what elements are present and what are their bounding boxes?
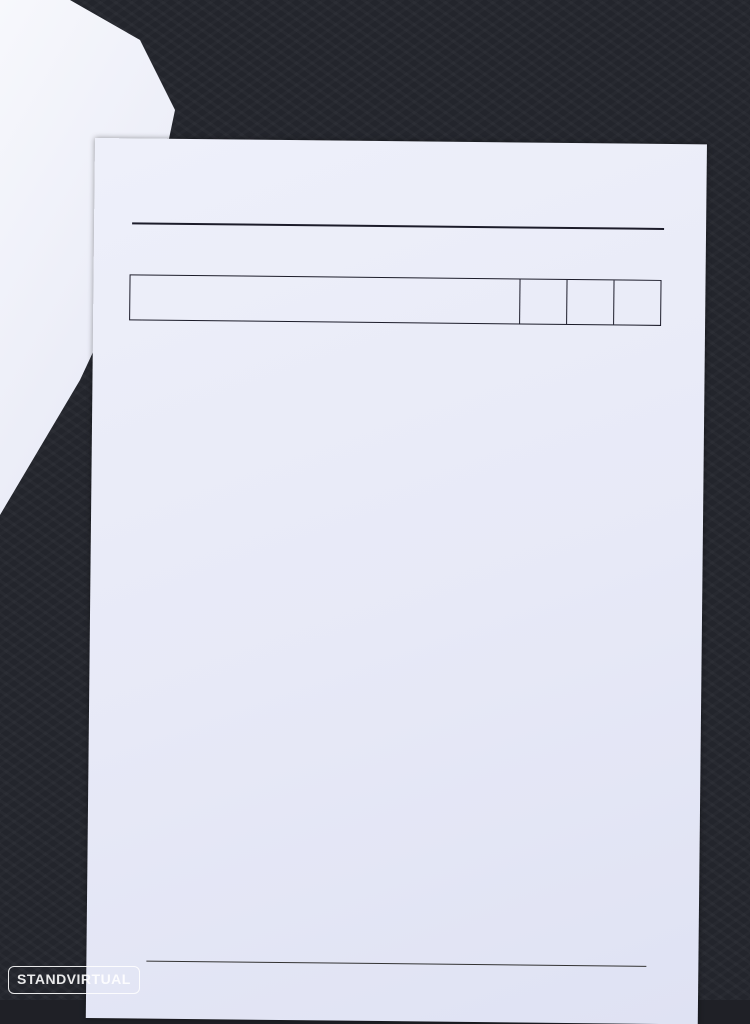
column-header-eliminated: [614, 280, 660, 324]
top-checklist-table: [132, 222, 664, 230]
footer-rule: [146, 961, 646, 967]
standvirtual-watermark: STANDVIRTUAL: [8, 966, 140, 994]
checklist-page: [86, 138, 707, 1024]
column-header-done: [520, 279, 567, 323]
table-header: [130, 275, 660, 325]
main-checklist-table: [129, 274, 661, 326]
section-title: [130, 275, 520, 323]
column-header-not-ok: [567, 280, 614, 324]
